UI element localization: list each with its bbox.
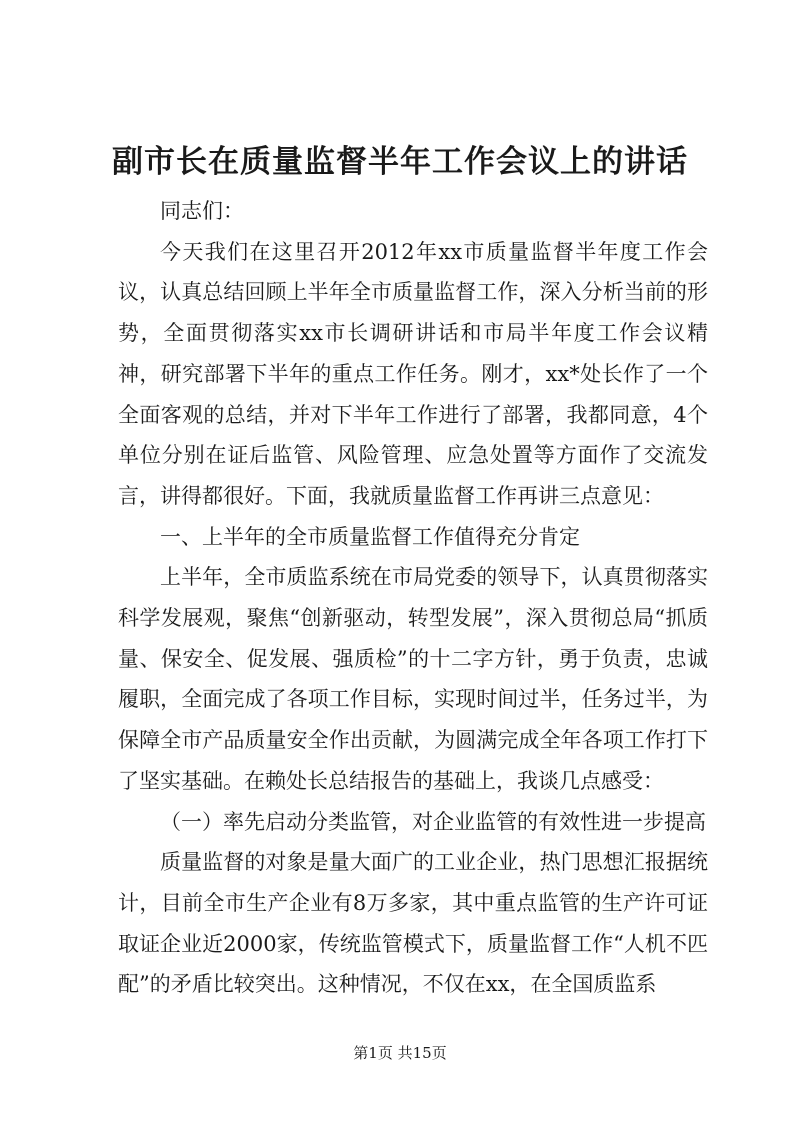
body-paragraph: 质量监督的对象是量大面广的工业企业，热门思想汇报据统计，目前全市生产企业有8万多家，其中重点监管的生产许可证取证企业近2000家，传统监管模式下，质量监督工作“人机不匹配”的矛盾比较突出。这种情况，不仅在xx，在全国质监系 xyxy=(118,850,708,997)
salutation-paragraph: 同志们： xyxy=(160,199,244,223)
intro-paragraph: 今天我们在这里召开2012年xx市质量监督半年度工作会议，认真总结回顾上半年全市质量监督工作，深入分析当前的形势，全面贯彻落实xx市长调研讲话和市局半年度工作会议精神，研究部署下半年的重点工作任务。刚才，xx*处长作了一个全面客观的总结，并对下半年工作进行了部署，我都同意，4个单位分别在证后监管、风险管理、应急处置等方面作了交流发言，讲得都很好。下面，我就质量监督工作再讲三点意见： xyxy=(118,239,708,508)
document-title: 副市长在质量监督半年工作会议上的讲话 xyxy=(112,144,688,180)
section-heading-1: 一、上半年的全市质量监督工作值得充分肯定 xyxy=(160,524,580,549)
subsection-heading-1: （一）率先启动分类监管，对企业监管的有效性进一步提高 xyxy=(160,809,706,834)
document-body xyxy=(118,191,708,1005)
page-number-footer: 第1页 共15页 xyxy=(353,1044,447,1062)
body-paragraph: 上半年，全市质监系统在市局党委的领导下，认真贯彻落实科学发展观，聚焦“创新驱动，转型发展”，深入贯彻总局“抓质量、保安全、促发展、强质检”的十二字方针，勇于负责，忠诚履职，全面完成了各项工作目标，实现时间过半，任务过半，为保障全市产品质量安全作出贡献，为圆满完成全年各项工作打下了坚实基础。在赖处长总结报告的基础上，我谈几点感受： xyxy=(118,565,708,793)
